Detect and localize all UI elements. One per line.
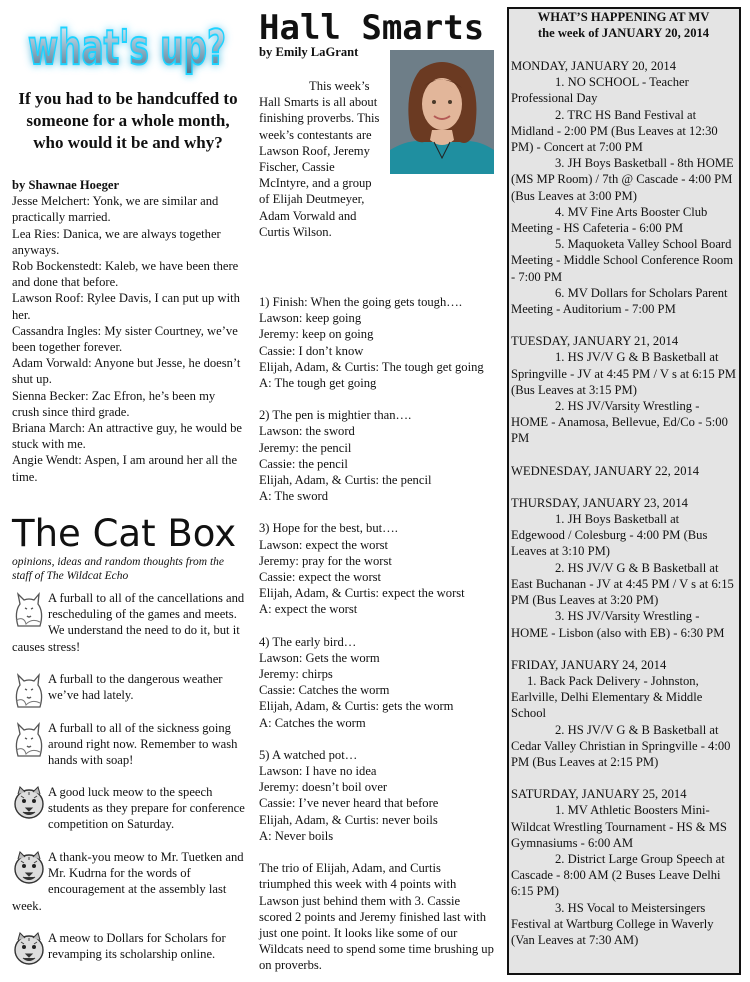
- round-solution: A: expect the worst: [259, 602, 358, 617]
- event-item: 3. HS JV/Varsity Wrestling - HOME - Lisbon (also with EB) - 6:30 PM: [511, 609, 725, 640]
- cat-box-item-text: A furball to all of the sickness going around right now. Remember to wash hands with soap!: [48, 721, 238, 768]
- round-solution: A: The tough get going: [259, 376, 377, 391]
- round-answer: Jeremy: keep on going: [259, 327, 374, 342]
- round-answer: Cassie: I’ve never heard that before: [259, 796, 439, 811]
- event-item: 1. NO SCHOOL - Teacher Professional Day: [511, 75, 689, 106]
- round-answer: Lawson: keep going: [259, 311, 362, 326]
- round-answer: Cassie: I don’t know: [259, 343, 364, 358]
- whats-happening-heading: [511, 10, 736, 41]
- day-heading: WEDNESDAY, JANUARY 22, 2014: [511, 463, 700, 478]
- whats-up-logo: [20, 8, 242, 88]
- round-question: 5) A watched pot…: [259, 747, 358, 762]
- day-heading: FRIDAY, JANUARY 24, 2014: [511, 657, 667, 672]
- round-answer: Lawson: I have no idea: [259, 764, 377, 779]
- round-answer: Elijah, Adam, & Curtis: never boils: [259, 812, 438, 827]
- cat-box-item-text: A furball to all of the cancellations and rescheduling of the games and meets. We understand the need to do it, but it causes stress!: [12, 591, 245, 654]
- day-heading: TUESDAY, JANUARY 21, 2014: [511, 334, 679, 349]
- round-question: 3) Hope for the best, but….: [259, 521, 398, 536]
- whats-up-question: If you had to be handcuffed to someone for a whole month, who would it be and why?: [18, 89, 238, 152]
- round-question: 4) The early bird…: [259, 634, 357, 649]
- cat-box-subtitle-pub: The Wildcat Echo: [46, 570, 129, 582]
- answer: Adam Vorwald: Anyone but Jesse, he doesn’t shut up.: [12, 356, 241, 387]
- cat-box-subtitle: [12, 555, 244, 583]
- answer: Lawson Roof: Rylee Davis, I can put up with her.: [12, 291, 240, 322]
- cat-box-item-text: A furball to the dangerous weather we’ve had lately.: [48, 672, 223, 703]
- round-solution: A: Never boils: [259, 828, 334, 843]
- hall-smarts-byline: by Emily LaGrant: [259, 45, 359, 59]
- answer: Rob Bockenstedt: Kaleb, we have been there and done that before.: [12, 259, 239, 290]
- wildcat-face-icon: [12, 849, 46, 889]
- cat-box-item: [12, 590, 246, 655]
- event-item: 1. JH Boys Basketball at Edgewood / Colesburg - 4:00 PM (Bus Leaves at 3:10 PM): [511, 512, 708, 559]
- hall-smarts-summary: The trio of Elijah, Adam, and Curtis triumphed this week with 4 points with Lawson just behind them with 3. Cassie scored 2 points and Jeremy finished last with just one point. It looks like some of our Wildcats need to spend some time brushing up on proverbs.: [259, 861, 494, 973]
- round-answer: Elijah, Adam, & Curtis: gets the worm: [259, 699, 454, 714]
- cat-box-title: The Cat Box: [12, 512, 237, 555]
- hall-smarts-title: Hall Smarts: [259, 8, 485, 48]
- round-answer: Elijah, Adam, & Curtis: The tough get going: [259, 359, 484, 374]
- round-answer: Elijah, Adam, & Curtis: the pencil: [259, 473, 432, 488]
- cat-box-item: [12, 930, 246, 970]
- wildcat-face-icon: [12, 930, 46, 970]
- intro-text: Hall Smarts is all about finishing proverbs. This week’s contestants are Lawson Roof, Jeremy Fischer, Cassie McIntyre, and a group of Elijah Deutmeyer, Adam Vorwald and Curtis Wilson.: [259, 95, 380, 239]
- round-answer: Cassie: Catches the worm: [259, 683, 390, 698]
- event-list: [511, 58, 736, 948]
- round-solution: A: The sword: [259, 489, 329, 504]
- round-answer: Lawson: Gets the worm: [259, 650, 380, 665]
- day-heading: MONDAY, JANUARY 20, 2014: [511, 59, 677, 73]
- round-answer: Jeremy: doesn’t boil over: [259, 780, 388, 795]
- round-answer: Elijah, Adam, & Curtis: expect the worst: [259, 586, 465, 601]
- answer: Sienna Becker: Zac Efron, he’s been my crush since third grade.: [12, 388, 216, 419]
- event-item: 2. TRC HS Band Festival at Midland - 2:00 PM (Bus Leaves at 12:30 PM) - Concert at 7:00 PM: [511, 107, 718, 155]
- round-answer: Lawson: the sword: [259, 424, 355, 439]
- answer: Angie Wendt: Aspen, I am around her all the time.: [12, 453, 238, 484]
- event-item: 2. HS JV/V G & B Basketball at East Buchanan - JV at 4:45 PM / V s at 6:15 PM (Bus Leaves at 3:20 PM): [511, 560, 734, 608]
- heading-line-2: the week of JANUARY 20, 2014: [537, 25, 710, 40]
- answer: Jesse Melchert: Yonk, we are similar and practically married.: [12, 194, 219, 225]
- answer: Lea Ries: Danica, we are always together anyways.: [12, 226, 221, 257]
- event-item: 5. Maquoketa Valley School Board Meeting - Middle School Conference Room - 7:00 PM: [511, 237, 734, 284]
- event-item: 3. HS Vocal to Meistersingers Festival at Wartburg College in Waverly (Van Leaves at 7:30 AM): [511, 900, 714, 947]
- event-item: 1. Back Pack Delivery - Johnston, Earlville, Delhi Elementary & Middle School: [511, 673, 703, 721]
- cat-box-item: [12, 849, 246, 914]
- cat-box-item: [12, 720, 246, 769]
- intro-line: This week’s: [309, 79, 370, 93]
- cat-box-subtitle-text: opinions, ideas and random thoughts from the staff of: [12, 556, 225, 582]
- wildcat-face-icon: [12, 784, 46, 824]
- whats-happening-box: [507, 7, 741, 975]
- hairball-cat-icon: [12, 590, 46, 630]
- whats-up-logo-text: what's up?: [28, 20, 226, 76]
- event-item: 2. HS JV/Varsity Wrestling - HOME - Anamosa, Bellevue, Ed/Co - 5:00 PM: [511, 399, 728, 446]
- hairball-cat-icon: [12, 671, 46, 711]
- round-answer: Jeremy: chirps: [259, 667, 333, 682]
- event-item: 3. JH Boys Basketball - 8th HOME (MS MP Room) / 7th @ Cascade - 4:00 PM (Bus Leaves at 3:00 PM): [511, 156, 734, 203]
- hall-smarts-intro: [259, 78, 495, 240]
- round-answer: Jeremy: pray for the worst: [259, 553, 392, 568]
- cat-box-item-text: A meow to Dollars for Scholars for revamping its scholarship online.: [48, 931, 226, 962]
- cat-box-item-text: A good luck meow to the speech students as they prepare for conference competition on Saturday.: [48, 785, 245, 832]
- hairball-cat-icon: [12, 720, 46, 760]
- cat-box-item: [12, 784, 246, 833]
- event-item: 2. HS JV/V G & B Basketball at Cedar Valley Christian in Springville - 4:00 PM (Bus Leaves at 2:15 PM): [511, 722, 731, 769]
- answer: Briana March: An attractive guy, he would be stuck with me.: [12, 421, 242, 452]
- cat-box-item: [12, 671, 246, 711]
- cat-box-item-text: A thank-you meow to Mr. Tuetken and Mr. Kudrna for the words of encouragement at the assembly last week.: [12, 850, 244, 913]
- event-item: 4. MV Fine Arts Booster Club Meeting - HS Cafeteria - 6:00 PM: [511, 204, 708, 236]
- round-solution: A: Catches the worm: [259, 715, 366, 730]
- hall-smarts-rounds: [259, 294, 495, 974]
- event-item: 1. MV Athletic Boosters Mini-Wildcat Wrestling Tournament - HS & MS Gymnasiums - 6:00 AM: [511, 803, 727, 850]
- heading-line-1: WHAT’S HAPPENING AT MV: [537, 10, 710, 24]
- whats-up-answers: [12, 177, 244, 485]
- event-item: 6. MV Dollars for Scholars Parent Meeting - Auditorium - 7:00 PM: [511, 285, 728, 317]
- round-answer: Cassie: the pencil: [259, 456, 348, 471]
- day-heading: SATURDAY, JANUARY 25, 2014: [511, 787, 687, 802]
- round-question: 2) The pen is mightier than….: [259, 408, 412, 423]
- whats-up-byline: by Shawnae Hoeger: [12, 178, 120, 192]
- round-answer: Cassie: expect the worst: [259, 570, 382, 585]
- round-question: 1) Finish: When the going gets tough….: [259, 295, 463, 309]
- event-item: 1. HS JV/V G & B Basketball at Springville - JV at 4:45 PM / V s at 6:15 PM (Bus Leaves at 3:15 PM): [511, 350, 736, 397]
- event-item: 2. District Large Group Speech at Cascade - 8:00 AM (2 Buses Leave Delhi 6:15 PM): [511, 851, 725, 899]
- round-answer: Jeremy: the pencil: [259, 440, 352, 455]
- answer: Cassandra Ingles: My sister Courtney, we’ve been together forever.: [12, 323, 238, 355]
- day-heading: THURSDAY, JANUARY 23, 2014: [511, 495, 688, 510]
- round-answer: Lawson: expect the worst: [259, 537, 389, 552]
